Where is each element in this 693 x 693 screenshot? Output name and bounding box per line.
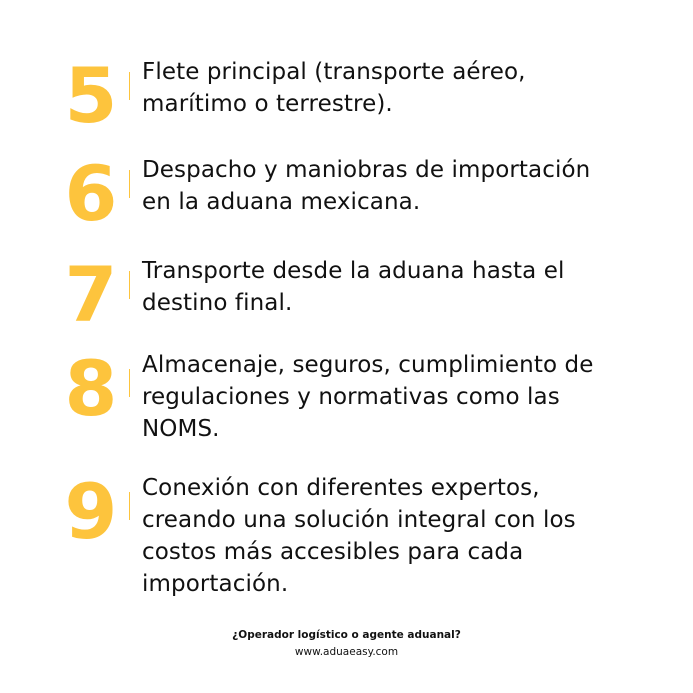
item-number: 9	[64, 467, 118, 556]
text-line: Almacenaje, seguros, cumplimiento de	[142, 352, 594, 378]
divider	[129, 492, 130, 520]
divider	[129, 271, 130, 299]
divider	[129, 170, 130, 198]
text-line: regulaciones y normativas como las	[142, 384, 560, 410]
item-text	[142, 349, 682, 445]
footer-url[interactable]: www.aduaeasy.com	[294, 646, 399, 658]
item-text	[142, 154, 682, 218]
text-line: Conexión con diferentes expertos,	[142, 475, 540, 501]
text-line: marítimo o terrestre).	[142, 91, 393, 117]
item-text	[142, 472, 682, 600]
item-number: 7	[64, 250, 118, 339]
item-number: 8	[64, 344, 118, 433]
text-line: importación.	[142, 571, 289, 597]
item-text	[142, 255, 682, 319]
text-line: creando una solución integral con los	[142, 507, 576, 533]
text-line: en la aduana mexicana.	[142, 189, 421, 215]
item-number: 6	[64, 149, 118, 238]
text-line: costos más accesibles para cada	[142, 539, 524, 565]
item-number: 5	[64, 51, 118, 140]
footer-title: ¿Operador logístico o agente aduanal?	[232, 629, 461, 641]
text-line: Transporte desde la aduana hasta el	[142, 258, 565, 284]
text-line: destino final.	[142, 290, 293, 316]
text-line: Flete principal (transporte aéreo,	[142, 59, 526, 85]
divider	[129, 369, 130, 397]
item-text	[142, 56, 682, 120]
text-line: Despacho y maniobras de importación	[142, 157, 591, 183]
divider	[129, 72, 130, 100]
text-line: NOMS.	[142, 416, 220, 442]
